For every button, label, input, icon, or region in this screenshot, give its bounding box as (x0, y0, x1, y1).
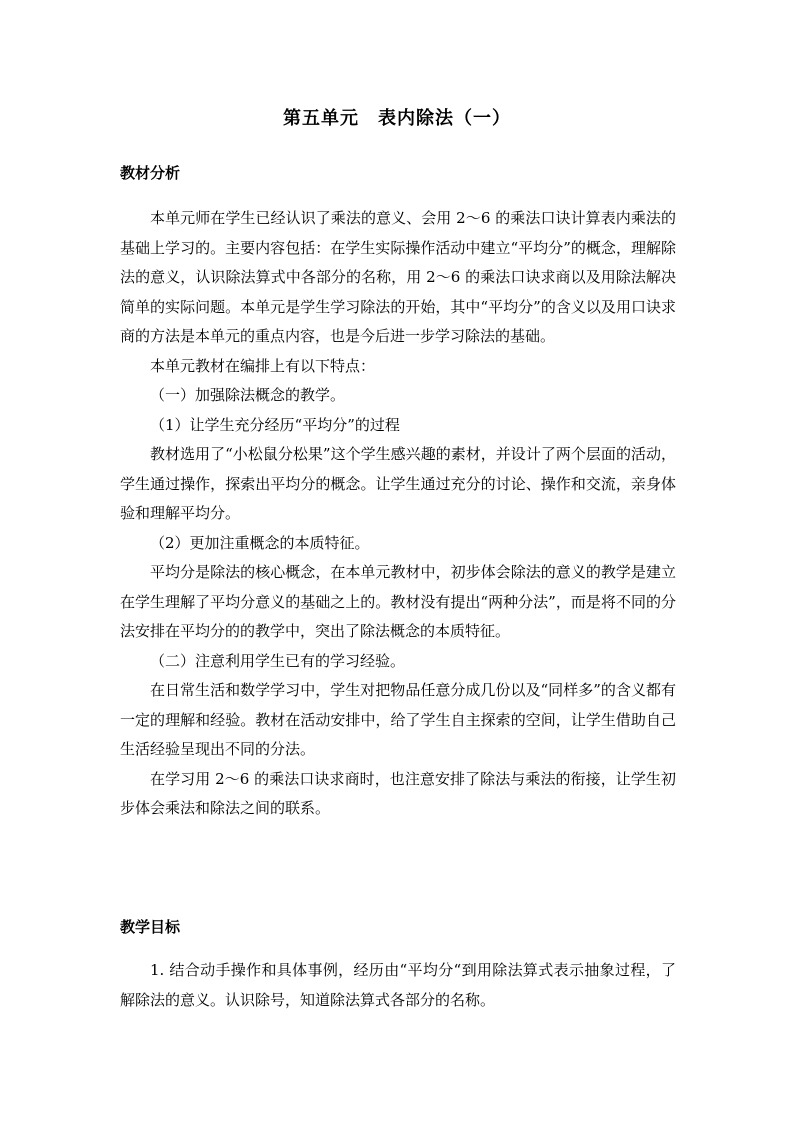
document-title: 第五单元 表内除法（一） (283, 108, 511, 129)
paragraph: 教材选用了“小松鼠分松果”这个学生感兴趣的素材，并设计了两个层面的活动，学生通过操作，探索出平均分的概念。让学生通过充分的讨论、操作和交流，亲身体验和理解平均分。 (120, 445, 676, 522)
paragraph: 1. 结合动手操作和具体事例，经历由“平均分“到用除法算式表示抽象过程，了解除法的意义。认识除号，知道除法算式各部分的名称。 (120, 961, 676, 1009)
paragraph: 在学习用 2～6 的乘法口诀求商时，也注意安排了除法与乘法的衔接，让学生初步体会乘法和除法之间的联系。 (120, 769, 676, 817)
paragraph: 平均分是除法的核心概念，在本单元教材中，初步体会除法的意义的教学是建立在学生理解了平均分意义的基础之上的。教材没有提出“两种分法”，而是将不同的分法安排在平均分的的教学中，突出了除法概念的本质特征。 (120, 563, 676, 640)
paragraph: 本单元师在学生已经认识了乘法的意义、会用 2～6 的乘法口诀计算表内乘法的基础上学习的。主要内容包括：在学生实际操作活动中建立“平均分”的概念，理解除法的意义，认识除法算式中各部分的名称，用 2～6 的乘法口诀求商以及用除法解决简单的实际问题。本单元是学生学习除法的开始，其中“平均分”的含义以及用口诀求商的方法是本单元的重点内容，也是今后进一步学习除法的基础。 (120, 209, 676, 345)
paragraph: （一）加强除法概念的教学。 (150, 386, 346, 404)
paragraph: （2）更加注重概念的本质特征。 (150, 533, 370, 552)
paragraph: （二）注意利用学生已有的学习经验。 (150, 651, 406, 670)
section-body-textbook-analysis (120, 204, 676, 824)
paragraph: 在日常生活和数学学习中，学生对把物品任意分成几份以及“同样多”的含义都有一定的理解和经验。教材在活动安排中，给了学生自主探索的空间，让学生借助自己生活经验呈现出不同的分法。 (120, 681, 676, 758)
section-body-teaching-objectives (120, 956, 676, 1015)
section-heading-teaching-objectives: 教学目标 (120, 918, 181, 936)
section-heading-textbook-analysis: 教材分析 (120, 164, 181, 182)
paragraph: （1）让学生充分经历“平均分”的过程 (150, 415, 400, 434)
paragraph: 本单元教材在编排上有以下特点： (150, 356, 376, 375)
